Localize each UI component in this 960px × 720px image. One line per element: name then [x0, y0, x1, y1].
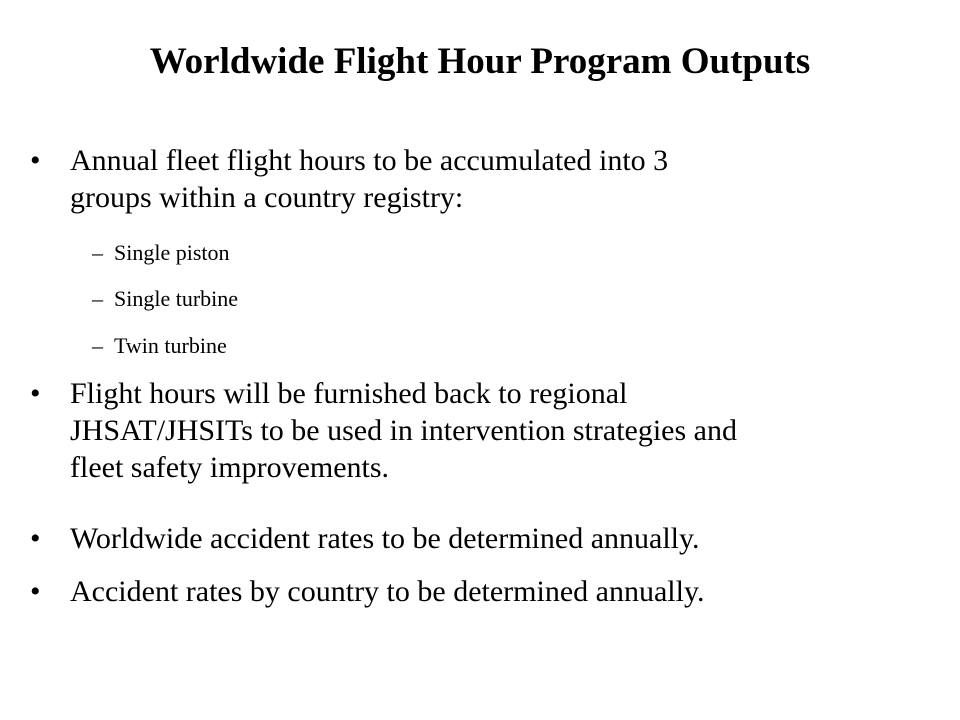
bullet-marker: • [30, 575, 41, 608]
slide-title: Worldwide Flight Hour Program Outputs [149, 41, 811, 82]
bullet-marker: • [30, 522, 41, 555]
bullet-marker: • [30, 377, 41, 410]
sub-bullet-text: Single turbine [114, 286, 239, 311]
bullet-text-line: fleet safety improvements. [70, 451, 390, 484]
bullet-text-line: Accident rates by country to be determined annually. [70, 575, 705, 608]
bullet-text-line: Worldwide accident rates to be determined annually. [70, 522, 700, 555]
sub-bullet-text: Single piston [114, 240, 230, 265]
bullet-marker: • [30, 144, 41, 177]
dash-marker: – [92, 286, 103, 311]
bullet-text-line: Annual fleet flight hours to be accumulated into 3 [70, 144, 669, 177]
bullet-text-line: Flight hours will be furnished back to regional [70, 377, 628, 410]
bullet-text-line: groups within a country registry: [70, 181, 464, 214]
dash-marker: – [92, 333, 103, 358]
bullet-text-line: JHSAT/JHSITs to be used in intervention strategies and [70, 414, 737, 447]
sub-bullet-text: Twin turbine [114, 333, 227, 358]
dash-marker: – [92, 240, 103, 265]
